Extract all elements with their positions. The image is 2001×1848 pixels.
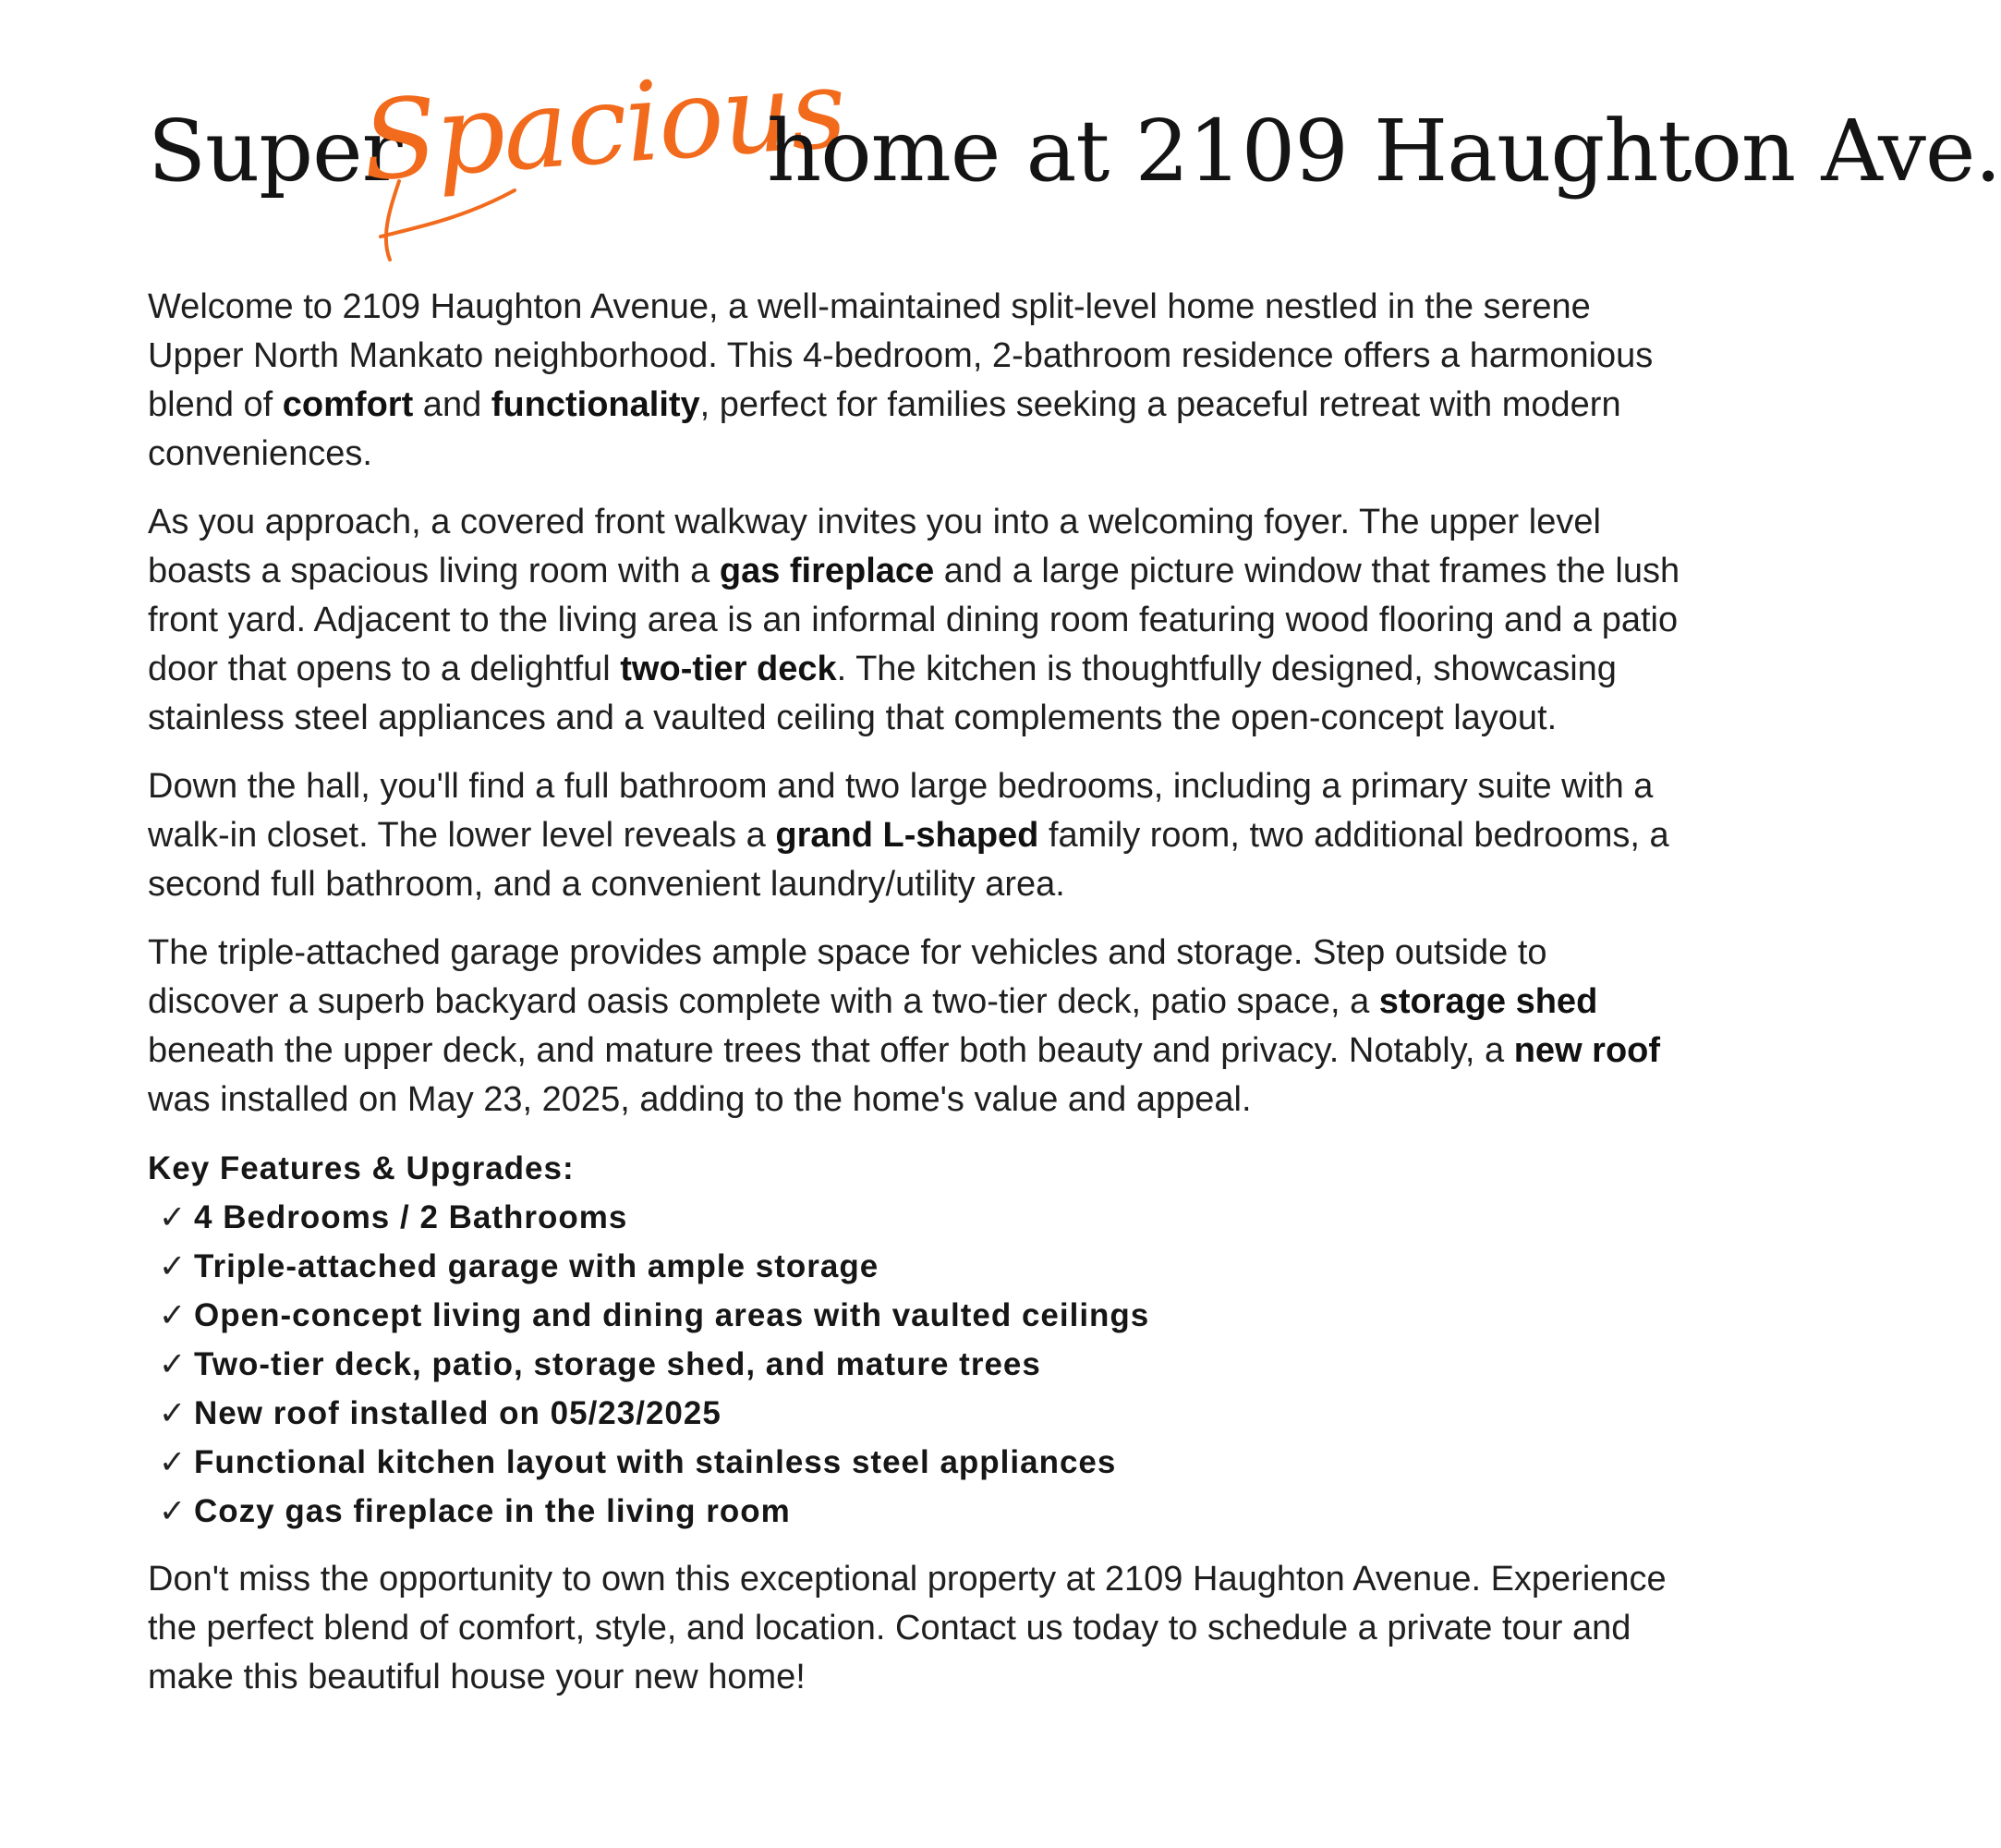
- document-page: [148, 0, 2001, 1848]
- check-icon: ✓: [158, 1493, 188, 1529]
- feature-item: [148, 1487, 1681, 1536]
- feature-item: [148, 1242, 1681, 1291]
- bold-two-tier-deck: two-tier deck: [620, 650, 837, 688]
- page-title: [148, 43, 2001, 237]
- text-run: As you approach, a covered front walkway invites you into a welcoming foyer. The upper level boasts a spacious living room with a: [148, 503, 1601, 590]
- check-icon: ✓: [158, 1444, 188, 1480]
- feature-label: Cozy gas fireplace in the living room: [194, 1493, 791, 1529]
- check-icon: ✓: [158, 1346, 188, 1382]
- feature-label: Open-concept living and dining areas with vaulted ceilings: [194, 1297, 1150, 1333]
- feature-label: Functional kitchen layout with stainless steel appliances: [194, 1444, 1117, 1480]
- paragraph-upper-level: [148, 498, 1681, 743]
- bold-storage-shed: storage shed: [1378, 982, 1598, 1021]
- feature-label: New roof installed on 05/23/2025: [194, 1395, 722, 1431]
- feature-item: [148, 1389, 1681, 1438]
- bold-functionality: functionality: [491, 385, 700, 424]
- key-features-list: [148, 1144, 1681, 1536]
- text-run: Welcome to 2109 Haughton Avenue, a well-maintained split-level home nestled in the serene Upper North Mankato neighborhood. This 4-bedroom, 2-bathroom residence offers a harmonious blend of: [148, 287, 1654, 424]
- text-run: and a large picture window that frames the lush front yard. Adjacent to the living area is an informal dining room featuring wood flooring and a patio door that opens to a delightful: [148, 552, 1680, 688]
- text-run: . The kitchen is thoughtfully designed, showcasing stainless steel appliances and a vaulted ceiling that complements the open-concept layout.: [148, 650, 1617, 737]
- bold-gas-fireplace: gas fireplace: [719, 552, 935, 590]
- paragraph-closing: Don't miss the opportunity to own this exceptional property at 2109 Haughton Avenue. Experience the perfect blend of comfort, style, and location. Contact us today to schedule a private tour and make this beautiful house your new home!: [148, 1560, 1667, 1696]
- listing-description: [148, 283, 1681, 1721]
- text-run: family room, two additional bedrooms, a second full bathroom, and a convenient laundry/utility area.: [148, 816, 1669, 904]
- feature-label: Two-tier deck, patio, storage shed, and mature trees: [194, 1346, 1041, 1382]
- bold-new-roof: new roof: [1513, 1031, 1661, 1070]
- paragraph-intro: [148, 283, 1681, 479]
- paragraph-lower-level: [148, 762, 1681, 909]
- check-icon: ✓: [158, 1248, 188, 1284]
- feature-item: [148, 1193, 1681, 1242]
- check-icon: ✓: [158, 1199, 188, 1235]
- paragraph-garage-backyard: [148, 929, 1681, 1125]
- text-run: was installed on May 23, 2025, adding to the home's value and appeal.: [148, 1080, 1252, 1119]
- text-run: beneath the upper deck, and mature trees that offer both beauty and privacy. Notably, a: [148, 1031, 1514, 1070]
- feature-label: Triple-attached garage with ample storage: [194, 1248, 879, 1284]
- text-run: , perfect for families seeking a peaceful retreat with modern conveniences.: [148, 385, 1621, 473]
- text-run: Down the hall, you'll find a full bathroom and two large bedrooms, including a primary suite with a walk-in closet. The lower level reveals a: [148, 767, 1654, 855]
- feature-item: [148, 1340, 1681, 1389]
- check-icon: ✓: [158, 1297, 188, 1333]
- bold-grand-l-shaped: grand L-shaped: [775, 816, 1039, 855]
- bold-comfort: comfort: [282, 385, 414, 424]
- title-script-spacious: Spacious: [358, 43, 849, 206]
- feature-item: [148, 1438, 1681, 1487]
- check-icon: ✓: [158, 1395, 188, 1431]
- text-run: and: [413, 385, 491, 424]
- title-part-super: Super: [148, 102, 402, 201]
- script-swash-flourish: [362, 181, 519, 264]
- text-run: The triple-attached garage provides ample space for vehicles and storage. Step outside to discover a superb backyard oasis complete with a two-tier deck, patio space, a: [148, 933, 1547, 1021]
- features-heading: Key Features & Upgrades:: [148, 1150, 575, 1186]
- feature-item: [148, 1291, 1681, 1340]
- feature-label: 4 Bedrooms / 2 Bathrooms: [194, 1199, 628, 1235]
- title-part-address: home at 2109 Haughton Ave.: [767, 102, 2001, 201]
